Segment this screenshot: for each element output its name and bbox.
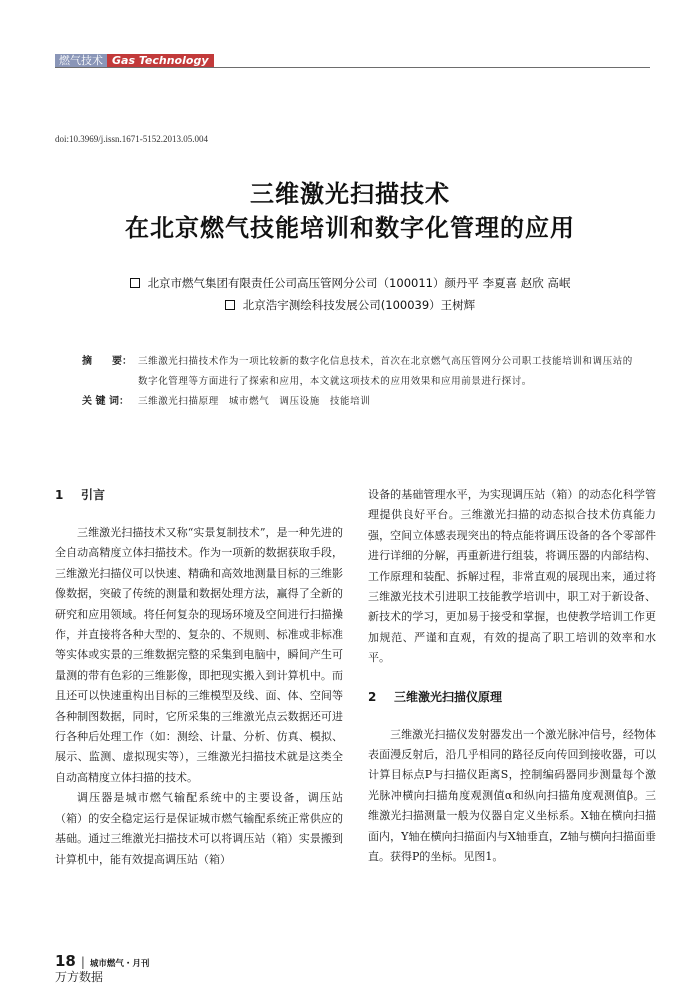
section-2-number: 2 [368, 689, 377, 704]
section-1-heading [55, 485, 343, 505]
abstract-row [82, 352, 642, 392]
doi: doi:10.3969/j.issn.1671-5152.2013.05.004 [55, 134, 209, 144]
title-line-1: 三维激光扫描技术 [250, 179, 450, 208]
title-line-2: 在北京燃气技能培训和数字化管理的应用 [125, 213, 575, 242]
paragraph: 调压器是城市燃气输配系统中的主要设备，调压站（箱）的安全稳定运行是保证城市燃气输配系统正常供应的基础。通过三维激光扫描技术可以将调压站（箱）实景搬到计算机中，能有效提高调压站（箱） [55, 791, 343, 866]
keywords-row [82, 392, 642, 412]
header-rule [55, 67, 650, 68]
left-column [55, 485, 343, 870]
section-1-number: 1 [55, 488, 64, 502]
paragraph: 设备的基础管理水平，为实现调压站（箱）的动态化科学管理提供良好平台。三维激光扫描的动态拟合技术仿真能力强，空间立体感表现突出的特点能将调压设备的各个零部件进行详细的分解，再重新进行组装，将调压器的内部结构、工作原理和装配、拆解过程，非常直观的展现出来，通过将三维激光技术引进职工技能教学培训中，职工对于新设备、新技术的学习，更加易于接受和掌握，也使教学培训工作更加规范、严谨和直观，有效的提高了职工培训的效率和水平。 [368, 488, 656, 665]
section-2-heading [368, 687, 656, 707]
section-2-title: 三维激光扫描仪原理 [394, 689, 503, 704]
authors-line-1 [0, 275, 700, 291]
authors-text-1: 北京市燃气集团有限责任公司高压管网分公司（100011）颜丹平 李夏喜 赵欣 高岷 [147, 276, 571, 290]
right-column [368, 485, 656, 868]
abstract-text: 三维激光扫描技术作为一项比较新的数字化信息技术，首次在北京燃气高压管网分公司职工技能培训和调压站的数字化管理等方面进行了探索和应用，本文就这项技术的应用效果和应用前景进行探讨。 [138, 356, 633, 387]
section-tag [55, 54, 214, 68]
square-icon [130, 278, 140, 288]
section-tag-en: Gas Technology [107, 54, 214, 68]
square-icon [225, 300, 235, 310]
page-number: 18 [55, 952, 76, 970]
journal-name: 城市燃气・月刊 [89, 959, 150, 969]
section-tag-cn: 燃气技术 [55, 54, 107, 68]
paragraph: 三维激光扫描仪发射器发出一个激光脉冲信号，经物体表面漫反射后，沿几乎相同的路径反向传回到接收器，可以计算目标点P与扫描仪距离S，控制编码器同步测量每个激光脉冲横向扫描角度观测值α和纵向扫描角度观测值β。三维激光扫描测量一般为仪器自定义坐标系。X轴在横向扫描面内，Y轴在横向扫描面内与X轴垂直，Z轴与横向扫描面垂直。获得P的坐标。见图1。 [368, 727, 656, 864]
keywords-label: 关 键 词： [82, 396, 129, 407]
abstract-block [82, 352, 642, 412]
authors-text-2: 北京浩宇测绘科技发展公司(100039）王树辉 [242, 298, 476, 312]
watermark: 万方数据 [55, 970, 104, 984]
paragraph: 三维激光扫描技术又称“实景复制技术”，是一种先进的全自动高精度立体扫描技术。作为一项新的数据获取手段，三维激光扫描仪可以快速、精确和高效地测量目标的三维影像数据，突破了传统的测量和数据处理方法，赢得了全新的研究和应用领域。将任何复杂的现场环境及空间进行扫描操作，并直接将各种大型的、复杂的、不规则、标准或非标准等实体或实景的三维数据完整的采集到电脑中，瞬间产生可量测的带有色彩的三维影像，即把现实搬入到计算机中。而且还可以快速重构出目标的三维模型及线、面、体、空间等各种制图数据，同时，它所采集的三维激光点云数据还可进行各种后处理工作（如：测绘、计量、分析、仿真、模拟、展示、监测、虚拟现实等），三维激光扫描技术就是这类全自动高精度立体扫描的技术。 [55, 526, 343, 784]
section-1-title: 引言 [81, 488, 106, 502]
abstract-label: 摘 要： [82, 356, 132, 367]
keywords-text: 三维激光扫描原理 城市燃气 调压设施 技能培训 [138, 396, 371, 407]
authors-line-2 [0, 297, 700, 313]
footer-separator: | [80, 955, 85, 969]
